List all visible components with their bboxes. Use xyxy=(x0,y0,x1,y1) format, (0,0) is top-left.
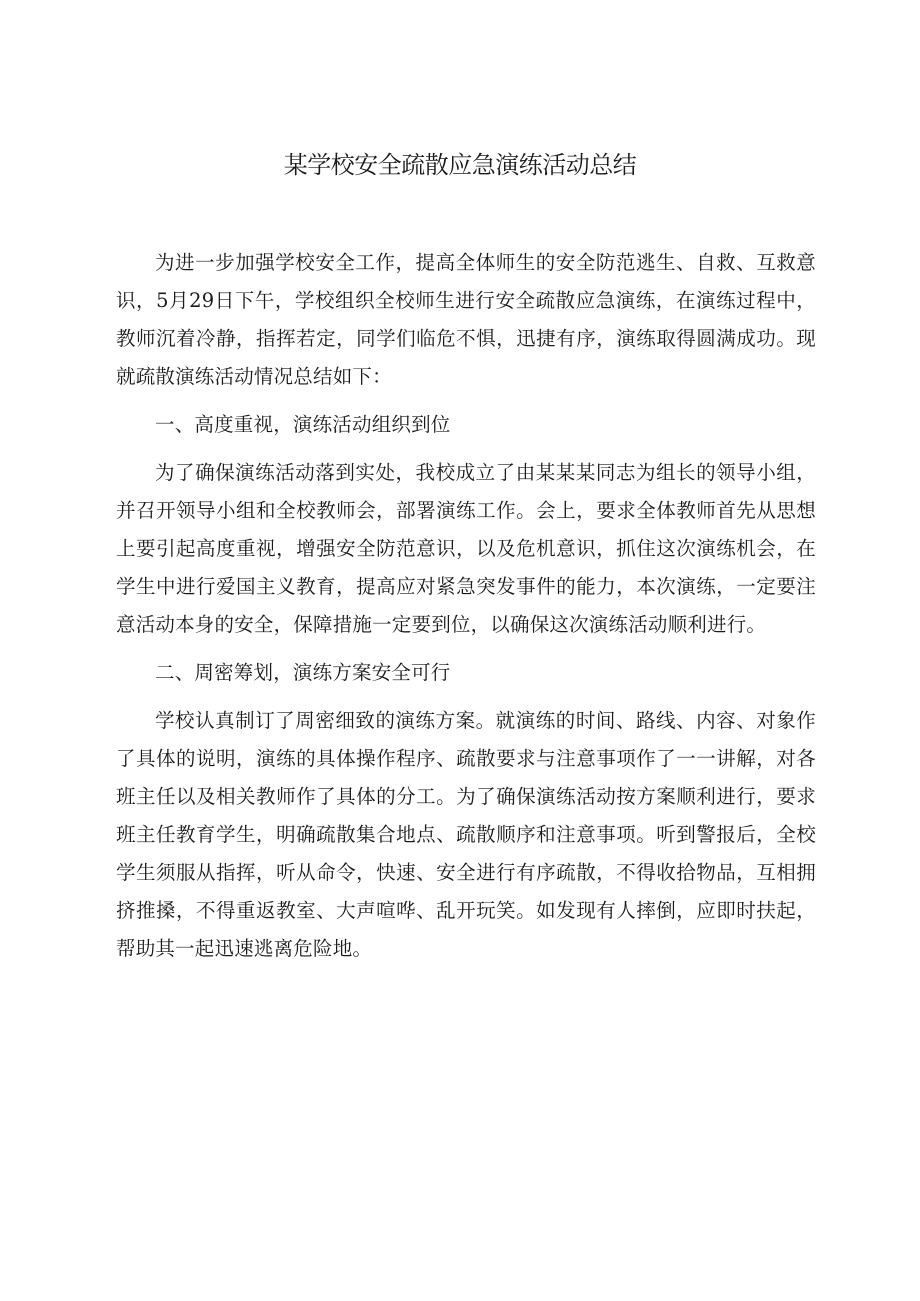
document-body xyxy=(116,244,816,968)
section-heading-1: 一、高度重视，演练活动组织到位 xyxy=(155,413,451,436)
document-title: 某学校安全疏散应急演练活动总结 xyxy=(283,151,637,179)
paragraph-section-1: 为了确保演练活动落到实处，我校成立了由某某某同志为组长的领导小组，并召开领导小组和全校教师会，部署演练工作。会上，要求全体教师首先从思想上要引起高度重视，增强安全防范意识，以及危机意识，抓住这次演练机会，在学生中进行爱国主义教育，提高应对紧急突发事件的能力，本次演练，一定要注意活动本身的安全，保障措施一定要到位，以确保这次演练活动顺利进行。 xyxy=(116,461,816,636)
section-heading-2: 二、周密筹划，演练方案安全可行 xyxy=(155,661,451,684)
paragraph-section-2: 学校认真制订了周密细致的演练方案。就演练的时间、路线、内容、对象作了具体的说明，演练的具体操作程序、疏散要求与注意事项作了一一讲解，对各班主任以及相关教师作了具体的分工。为了确保演练活动按方案顺利进行，要求班主任教育学生，明确疏散集合地点、疏散顺序和注意事项。听到警报后，全校学生须服从指挥，听从命令，快速、安全进行有序疏散，不得收拾物品，互相拥挤推搡，不得重返教室、大声喧哗、乱开玩笑。如发现有人摔倒，应即时扶起，帮助其一起迅速逃离危险地。 xyxy=(116,709,816,960)
paragraph-intro: 为进一步加强学校安全工作，提高全体师生的安全防范逃生、自救、互救意识，5月29日下午，学校组织全校师生进行安全疏散应急演练，在演练过程中，教师沉着冷静，指挥若定，同学们临危不惧，迅捷有序，演练取得圆满成功。现就疏散演练活动情况总结如下： xyxy=(116,251,816,388)
